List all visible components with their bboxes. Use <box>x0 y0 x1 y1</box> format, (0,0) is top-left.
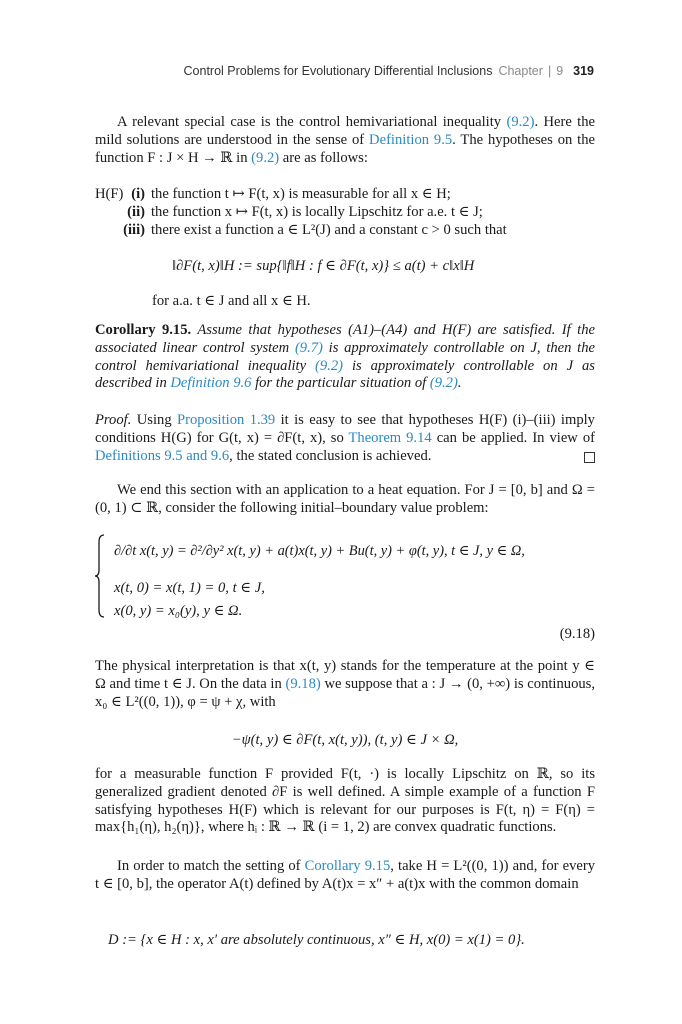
hypothesis-display-equation: ‖∂F(t, x)‖H := sup{‖f‖H : f ∈ ∂F(t, x)} ≤ a(t) + c‖x‖H <box>172 258 475 274</box>
equation-link[interactable]: (9.2) <box>251 149 280 166</box>
chapter-label: Chapter <box>498 64 543 78</box>
para-text: are as follows: <box>279 149 368 166</box>
chapter-number: 9 <box>556 64 564 78</box>
equation-link[interactable]: (9.2) <box>506 114 535 130</box>
corollary-text: is approximately controllable on J as described in <box>95 357 595 392</box>
running-title: Control Problems for Evolutionary Differential Inclusions <box>183 64 493 78</box>
proof-text: it is easy to see that hypotheses H(F) (i)–(iii) imply conditions H(G) for G(t, x) = ∂F(t, x), so <box>95 412 595 446</box>
paragraph-interpretation <box>95 658 595 711</box>
para-text: we suppose that a : J → (0, +∞) is continuous, x₀ ∈ L²((0, 1)), φ = ψ + χ, with <box>95 675 595 710</box>
para-text: A relevant special case is the control hemivariational inequality <box>117 114 507 130</box>
corollary-text: . <box>457 375 462 392</box>
paragraph-setting <box>95 858 595 894</box>
proof-text: Using <box>131 412 177 428</box>
proof-label: Proof. <box>95 412 132 428</box>
running-header <box>148 64 594 84</box>
page-number: 319 <box>573 64 594 78</box>
proposition-link[interactable]: Proposition 1.39 <box>177 412 276 428</box>
hypothesis-after-text: for a.a. t ∈ J and all x ∈ H. <box>152 293 311 309</box>
corollary-text: is approximately controllable on J, then the control hemivariational inequality <box>95 339 596 374</box>
para-text: , take H = L²((0, 1)) and, for every t ∈ [0, b], the operator A(t) defined by A(t)x = x″ + a(t)x with the common domain <box>95 858 595 892</box>
hypothesis-number: (iii) <box>123 221 145 238</box>
proof-text: can be applied. In view of <box>431 429 595 446</box>
system-line-2: x(t, 0) = x(t, 1) = 0, t ∈ J, <box>114 580 265 596</box>
theorem-link[interactable]: Theorem 9.14 <box>348 429 432 446</box>
equation-link[interactable]: (9.2) <box>429 375 458 392</box>
para-text: . Here the mild solutions are understood in the sense of <box>95 114 595 148</box>
definition-link[interactable]: Definition 9.6 <box>170 375 252 392</box>
corollary-text: for the particular situation of <box>251 375 430 392</box>
equation-link[interactable]: (9.2) <box>315 357 343 374</box>
hypothesis-label: H(F) <box>95 186 124 202</box>
left-brace-icon <box>95 534 105 618</box>
corollary-link[interactable]: Corollary 9.15 <box>304 858 391 874</box>
proof-text: , the stated conclusion is achieved. <box>229 447 432 464</box>
hypotheses-block <box>95 186 595 239</box>
equation-link[interactable]: (9.18) <box>285 675 321 692</box>
definition-link[interactable]: Definition 9.5 <box>369 131 453 148</box>
hypothesis-text: the function x ↦ F(t, x) is locally Lipschitz for a.e. t ∈ J; <box>151 203 483 220</box>
hypothesis-number: (ii) <box>127 203 145 220</box>
display-equation-psi: −ψ(t, y) ∈ ∂F(t, x(t, y)), (t, y) ∈ J × Ω, <box>231 732 459 748</box>
display-equation-domain: D := {x ∈ H : x, x′ are absolutely continuous, x″ ∈ H, x(0) = x(1) = 0}. <box>108 932 525 948</box>
system-line-1: ∂/∂t x(t, y) = ∂²/∂y² x(t, y) + a(t)x(t, y) + Bu(t, y) + φ(t, y), t ∈ J, y ∈ Ω, <box>114 543 525 559</box>
para-text: In order to match the setting of <box>117 858 305 874</box>
paragraph-gradient: for a measurable function F provided F(t, ·) is locally Lipschitz on ℝ, so its generalized gradient denoted ∂F is well defined. A simple example of a function F satisfying hypotheses H(F) which is relevant for our purposes is F(t, η) = F(η) = max{h₁(η), h₂(η)}, where hᵢ : ℝ → ℝ (i = 1, 2) are convex quadratic functions. <box>95 766 595 836</box>
corollary-text: Assume that hypotheses (A1)–(A4) and H(F) are satisfied. If the associated linear control system <box>95 322 596 356</box>
definition-link[interactable]: Definitions 9.5 and 9.6 <box>95 447 230 464</box>
proof-block <box>95 412 595 465</box>
header-separator: | <box>547 64 552 78</box>
corollary-label: Corollary 9.15. <box>95 322 192 338</box>
hypothesis-text: there exist a function a ∈ L²(J) and a constant c > 0 such that <box>151 221 507 238</box>
hypothesis-text: the function t ↦ F(t, x) is measurable for all x ∈ H; <box>151 186 451 202</box>
para-text: The physical interpretation is that x(t, y) stands for the temperature at the point y ∈ Ω and time t ∈ J. On the data in <box>95 658 595 692</box>
equation-number: (9.18) <box>559 626 595 642</box>
qed-box-icon <box>584 452 595 463</box>
para-text: . The hypotheses on the function F : J × H → ℝ in <box>95 131 595 166</box>
paragraph-heat-intro: We end this section with an application to a heat equation. For J = [0, b] and Ω = (0, 1) ⊂ ℝ, consider the following initial–boundary value problem: <box>95 482 595 516</box>
paragraph-intro <box>95 114 595 167</box>
corollary-block <box>95 322 595 393</box>
system-line-3: x(0, y) = x₀(y), y ∈ Ω. <box>114 603 243 619</box>
equation-link[interactable]: (9.7) <box>294 339 323 356</box>
hypothesis-number: (i) <box>131 186 145 202</box>
